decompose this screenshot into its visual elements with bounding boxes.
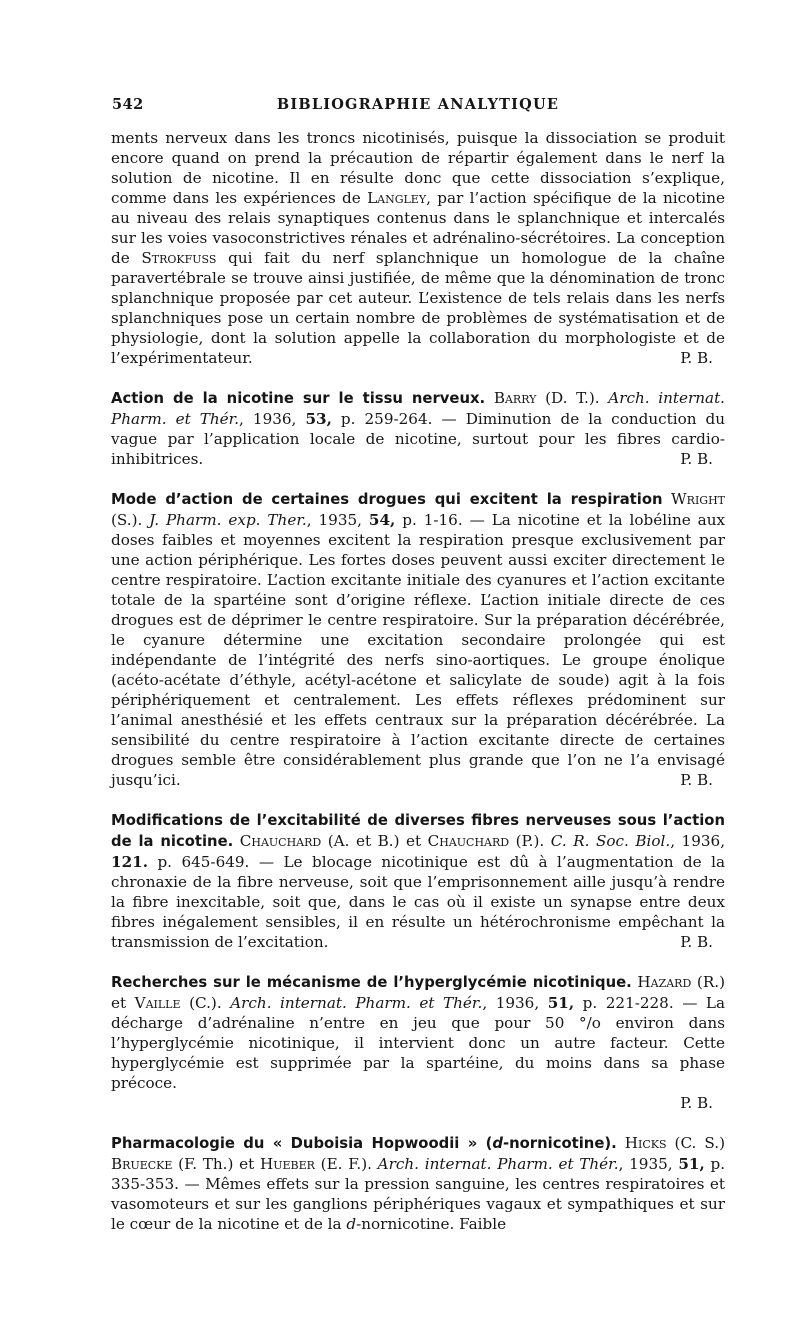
title-text: -nornicotine). [502,1135,617,1152]
entry-title: Recherches sur le mécanisme de l’hyperglycémie nicotinique. [111,974,632,991]
year: 1936, [681,832,726,850]
author-initials: (E. F.). [320,1155,372,1173]
pages: p. 221-228. [582,994,674,1012]
volume: 51, [547,994,575,1012]
summary: — La nicotine et la lobéline aux doses faibles et moyennes excitent la respiration presque exclusivement par une action périphérique. Les fortes doses peuvent aussi exciter directement le centre respiratoire. L’action excitante initiale des cyanures et l’action excitante totale de la spartéine sont d’origine réflexe. L’action initiale directe de ces drogues est de déprimer le centre respiratoire. Sur la préparation décérébrée, le cyanure détermine une excitation secondaire prolongée qui est indépendante de l’intégrité des nerfs sino-aortiques. Le groupe énolique (acéto-acétate d’éthyle, acétyl-acétone et salicylate de soude) agit à la fois périphériquement et centralement. Les effets réflexes prédominent sur l’animal anesthésié et les effets centraux sur la préparation décérébrée. La sensibilité du centre respiratoire à l’action excitante directe de certaines drogues semble être considérablement plus grande que l’on ne l’a envisagé jusqu’ici. [111,511,726,789]
author-initials: (R.) et [111,973,726,1012]
title-italic: d [492,1135,503,1152]
summary-italic: d [346,1215,357,1233]
author-name: Hazard [637,973,692,991]
year: 1935, [318,511,362,529]
author-initials: (D. T.). [545,389,600,407]
paragraph-text: qui fait du nerf splanchnique un homologue de la chaîne paravertébrale se trouve ainsi justifiée, de même que la dénomination de tronc splanchnique proposée par cet auteur. L’existence de tels relais dans les nerfs splanchniques pose un certain nombre de problèmes de systématisation et de physiologie, dont la solution appelle la collaboration du morphologiste et de l’expérimentateur. [111,249,726,367]
author-initials: (C. S.) [674,1134,725,1152]
author-initials: (S.). [111,511,143,529]
author-name: Barry [493,389,537,407]
volume: 53, [305,410,332,428]
bibliography-entry: Modifications de l’excitabilité de diverses fibres nerveuses sous l’action de la nicotine. Chauchard (A. et B.) et Chauchard (P.). C. R. Soc. Biol., 1936, 121. p. 645-649. — Le blocage nicotinique est dû à l’augmentation de la chronaxie de la fibre nerveuse, soit que l’emprisonnement aille jusqu’à rendre la fibre inexcitable, soit que, dans le cas où il existe un synapse entre deux fibres inégalement sensibles, il en résulte un hétérochronisme empêchant la transmission de l’excitation. P. B. [111,812,726,951]
entry-title: Mode d’action de certaines drogues qui excitent la respiration [111,491,663,508]
bibliography-entry: Pharmacologie du « Duboisia Hopwoodii » (d-nornicotine). Hicks (C. S.) Bruecke (F. Th.) et Hueber (E. F.). Arch. internat. Pharm. et Thér., 1935, 51, p. 335-353. — Mêmes effets sur la pression sanguine, les centres respiratoires et vasomoteurs et sur les ganglions périphériques vagaux et sympathiques et sur le cœur de la nicotine et de la d-nornicotine. Faible [111,1134,726,1233]
author-name: Vaille [134,994,181,1012]
signature: P. B. [680,933,713,951]
author-initials: (C.). [189,994,222,1012]
page-body [111,128,725,1234]
paragraph-text: ments nerveux dans les troncs nicotinisés, puisque la dissociation se produit encore quand on prend la précaution de répartir également dans le nerf la solution de nicotine. Il en résulte donc que cette dissociation s’explique, comme dans les expériences de [111,129,725,207]
summary: — Le blocage nicotinique est dû à l’augmentation de la chronaxie de la fibre nerveuse, soit que l’emprisonnement aille jusqu’à rendre la fibre inexcitable, soit que, dans le cas où il existe un synapse entre deux fibres inégalement sensibles, il en résulte un hétérochronisme empêchant la transmission de l’excitation. [111,853,726,951]
author-name: Chauchard [239,832,322,850]
pages: p. 1-16. [402,511,463,529]
author-name: Strokfuss [141,249,217,267]
running-title: BIBLIOGRAPHIE ANALYTIQUE [276,96,560,113]
author-name: Wright [671,490,726,508]
summary [111,1175,725,1233]
signature: P. B. [680,1094,713,1112]
journal-name: J. Pharm. exp. Ther. [149,511,307,529]
bibliography-entry: Recherches sur le mécanisme de l’hyperglycémie nicotinique. Hazard (R.) et Vaille (C.). Arch. internat. Pharm. et Thér., 1936, 51, p. 221-228. — La décharge d’adrénaline n’entre en jeu que pour 50 °/o environ dans l’hyperglycémie nicotinique, il intervient donc un autre facteur. Cette hyperglycémie est supprimée par la spartéine, du moins dans sa phase précoce. [111,973,726,1092]
author-initials: (P.). [515,832,545,850]
signature: P. B. [680,450,713,468]
summary-text: -nornicotine. Faible [356,1215,507,1233]
volume: 121. [111,853,148,871]
volume: 54, [368,511,396,529]
bibliography-entry: Mode d’action de certaines drogues qui excitent la respiration Wright (S.). J. Pharm. exp. Ther., 1935, 54, p. 1-16. — La nicotine et la lobéline aux doses faibles et moyennes excitent la respiration presque exclusivement par une action périphérique. Les fortes doses peuvent aussi exciter directement le centre respiratoire. L’action excitante initiale des cyanures et l’action excitante totale de la spartéine sont d’origine réflexe. L’action initiale directe de ces drogues est de déprimer le centre respiratoire. Sur la préparation décérébrée, le cyanure détermine une excitation secondaire prolongée qui est indépendante de l’intégrité des nerfs sino-aortiques. Le groupe énolique (acéto-acétate d’éthyle, acétyl-acétone et salicylate de soude) agit à la fois périphériquement et centralement. Les effets réflexes prédominent sur l’animal anesthésié et les effets centraux sur la préparation décérébrée. La sensibilité du centre respiratoire à l’action excitante directe de certaines drogues semble être considérablement plus grande que l’on ne l’a envisagé jusqu’ici. P. B. [111,490,726,789]
journal-name: Arch. internat. Pharm. et Thér. [111,389,726,428]
journal-name: Arch. internat. Pharm. et Thér. [230,994,483,1012]
journal-name: Arch. internat. Pharm. et Thér. [377,1155,619,1173]
summary: — Diminution de la conduction du vague par l’application locale de nicotine, surtout pour les fibres cardio-inhibitrices. [111,410,726,468]
bibliography-entry: Action de la nicotine sur le tissu nerveux. Barry (D. T.). Arch. internat. Pharm. et Thér., 1936, 53, p. 259-264. — Diminution de la conduction du vague par l’application locale de nicotine, surtout pour les fibres cardio-inhibitrices. P. B. [111,389,726,468]
year: 1935, [629,1155,673,1173]
running-header [112,96,724,120]
year: 1936, [495,994,540,1012]
journal-name: C. R. Soc. Biol. [550,832,671,850]
author-name: Langley [367,189,427,207]
pages: p. 335-353. [111,1155,726,1193]
author-name: Hicks [624,1134,667,1152]
author-name: Chauchard [427,832,510,850]
entry-title [111,1135,617,1152]
paragraph-text: , par l’action spécifique de la nicotine au niveau des relais synaptiques contenus dans le splanchnique et intercalés sur les voies vasoconstrictives rénales et adrénalino-sécrétoires. La conception de [111,189,726,267]
author-name: Bruecke [111,1155,173,1173]
entry-title: Modifications de l’excitabilité de diverses fibres nerveuses sous l’action de la nicotine. [111,812,725,850]
signature: P. B. [680,349,713,367]
signature: P. B. [680,771,713,789]
author-name: Hueber [259,1155,315,1173]
continuation-paragraph [111,128,725,368]
volume: 51, [678,1155,705,1173]
pages: p. 259-264. [340,410,433,428]
title-text: Pharmacologie du « Duboisia Hopwoodii » ( [111,1135,493,1152]
year: 1936, [252,410,297,428]
summary: — La décharge d’adrénaline n’entre en jeu que pour 50 °/o environ dans l’hyperglycémie nicotinique, il intervient donc un autre facteur. Cette hyperglycémie est supprimée par la spartéine, du moins dans sa phase précoce. [111,994,726,1092]
author-initials: (A. et B.) et [327,832,422,850]
page-number: 542 [112,96,144,113]
entry-title: Action de la nicotine sur le tissu nerveux. [111,390,486,407]
pages: p. 645-649. [157,853,250,871]
summary-text: — Mêmes effets sur la pression sanguine, les centres respiratoires et vasomoteurs et sur les ganglions périphériques vagaux et sympathiques et sur le cœur de la nicotine et de la [111,1175,726,1233]
author-initials: (F. Th.) et [178,1155,255,1173]
